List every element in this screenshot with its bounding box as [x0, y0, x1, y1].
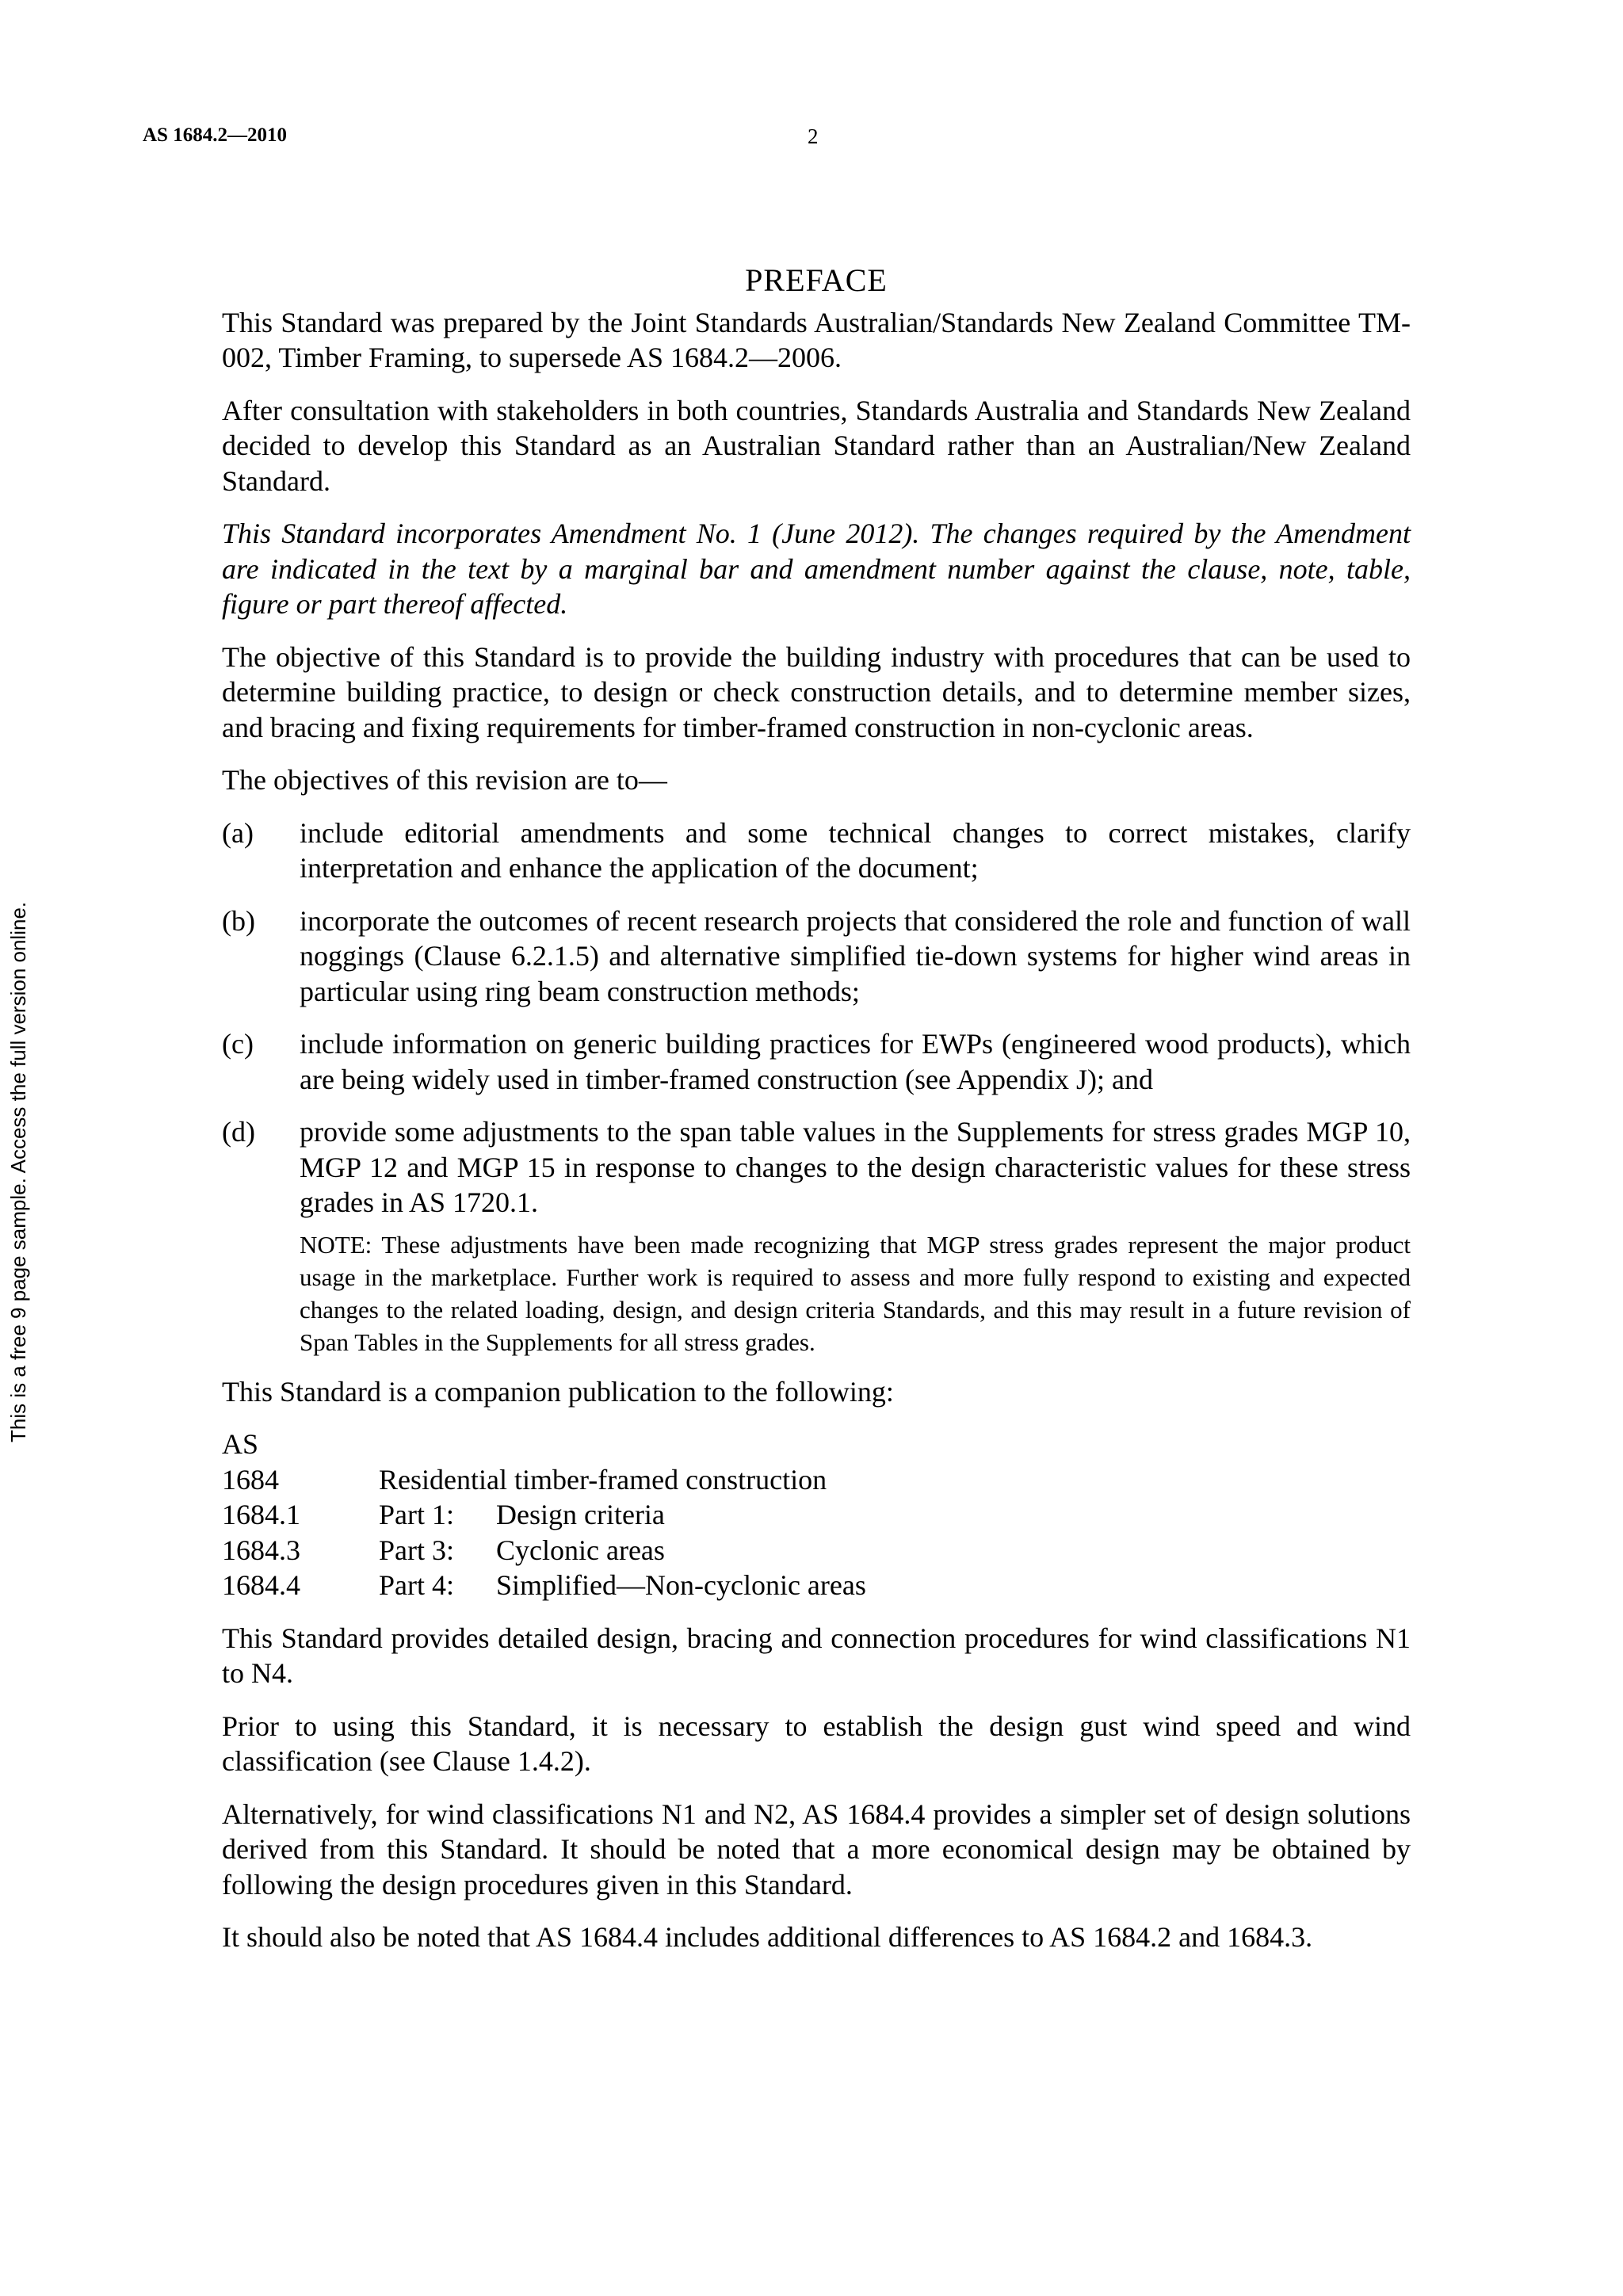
list-item [222, 816, 1411, 886]
list-marker: (d) [222, 1116, 255, 1148]
companion-row [222, 1462, 1411, 1498]
companion-prefix: AS [222, 1428, 259, 1460]
companion-number: 1684 [222, 1463, 279, 1496]
companion-row [222, 1533, 1411, 1568]
list-text: incorporate the outcomes of recent research projects that considered the role and function of wall noggings (Clause 6.2.1.5) and alternative simplified tie-down systems for higher wind areas in particular using ring beam construction methods; [300, 904, 1411, 1007]
companion-part: Part 4: [379, 1569, 454, 1601]
companion-intro: This Standard is a companion publication to the following: [222, 1375, 894, 1408]
intro-paragraph-1: This Standard was prepared by the Joint Standards Australian/Standards New Zealand Committee TM-002, Timber Framing, to supersede AS 1684.2—2006. [222, 306, 1411, 373]
end-paragraph-2: Prior to using this Standard, it is necessary to establish the design gust wind speed and wind classification (see Clause 1.4.2). [222, 1710, 1411, 1777]
list-text: include information on generic building practices for EWPs (engineered wood products), which are being widely used in timber-framed construction (see Appendix J); and [300, 1028, 1411, 1095]
preface-body [222, 263, 1411, 1973]
revision-note: NOTE: These adjustments have been made recognizing that MGP stress grades represent the major product usage in the marketplace. Further work is required to assess and more fully respond to existing and expected changes to the related loading, design, and design criteria Standards, and this may result in a future revision of Span Tables in the Supplements for all stress grades. [300, 1230, 1411, 1356]
end-paragraph-4: It should also be noted that AS 1684.4 includes additional differences to AS 1684.2 and 1684.3. [222, 1921, 1313, 1953]
companion-title: Residential timber-framed construction [379, 1463, 827, 1496]
companion-list [222, 1427, 1411, 1603]
end-paragraph-1: This Standard provides detailed design, bracing and connection procedures for wind classifications N1 to N4. [222, 1622, 1411, 1689]
list-text: include editorial amendments and some technical changes to correct mistakes, clarify interpretation and enhance the application of the document; [300, 816, 1411, 884]
companion-row [222, 1497, 1411, 1533]
companion-row [222, 1568, 1411, 1603]
companion-title: Simplified—Non-cyclonic areas [496, 1569, 866, 1601]
revision-intro: The objectives of this revision are to— [222, 764, 667, 796]
sample-notice: This is a free 9 page sample. Access the full version online. [6, 901, 30, 1442]
companion-title: Cyclonic areas [496, 1534, 665, 1566]
companion-part: Part 1: [379, 1499, 454, 1530]
list-item [222, 904, 1411, 1010]
list-text: provide some adjustments to the span table values in the Supplements for stress grades MGP 10, MGP 12 and MGP 15 in response to changes to the design characteristic values for these stress grades in AS 1720.1. [300, 1116, 1411, 1218]
end-paragraph-3: Alternatively, for wind classifications N1 and N2, AS 1684.4 provides a simpler set of design solutions derived from this Standard. It should be noted that a more economical design may be obtained by following the design procedures given in this Standard. [222, 1797, 1411, 1901]
page-number: 2 [808, 124, 819, 148]
companion-number: 1684.3 [222, 1534, 300, 1566]
amendment-note: This Standard incorporates Amendment No. 1 (June 2012). The changes required by the Amendment are indicated in the text by a marginal bar and amendment number against the clause, note, table, figure or part thereof affected. [222, 518, 1411, 620]
companion-number: 1684.1 [222, 1499, 300, 1530]
list-item [222, 1026, 1411, 1097]
companion-title: Design criteria [496, 1499, 665, 1530]
list-marker: (b) [222, 904, 255, 937]
document-id: AS 1684.2—2010 [143, 124, 287, 146]
companion-part: Part 3: [379, 1534, 454, 1566]
list-marker: (c) [222, 1028, 254, 1060]
page-title: PREFACE [745, 262, 888, 298]
objective-paragraph: The objective of this Standard is to provide the building industry with procedures that can be used to determine building practice, to design or check construction details, and to determine member sizes, and bracing and fixing requirements for timber-framed construction in non-cyclonic areas. [222, 640, 1411, 743]
intro-paragraph-2: After consultation with stakeholders in both countries, Standards Australia and Standards New Zealand decided to develop this Standard as an Australian Standard rather than an Australian/New Zealand Standard. [222, 394, 1411, 497]
list-marker: (a) [222, 816, 254, 849]
companion-number: 1684.4 [222, 1569, 300, 1601]
list-item [222, 1114, 1411, 1221]
